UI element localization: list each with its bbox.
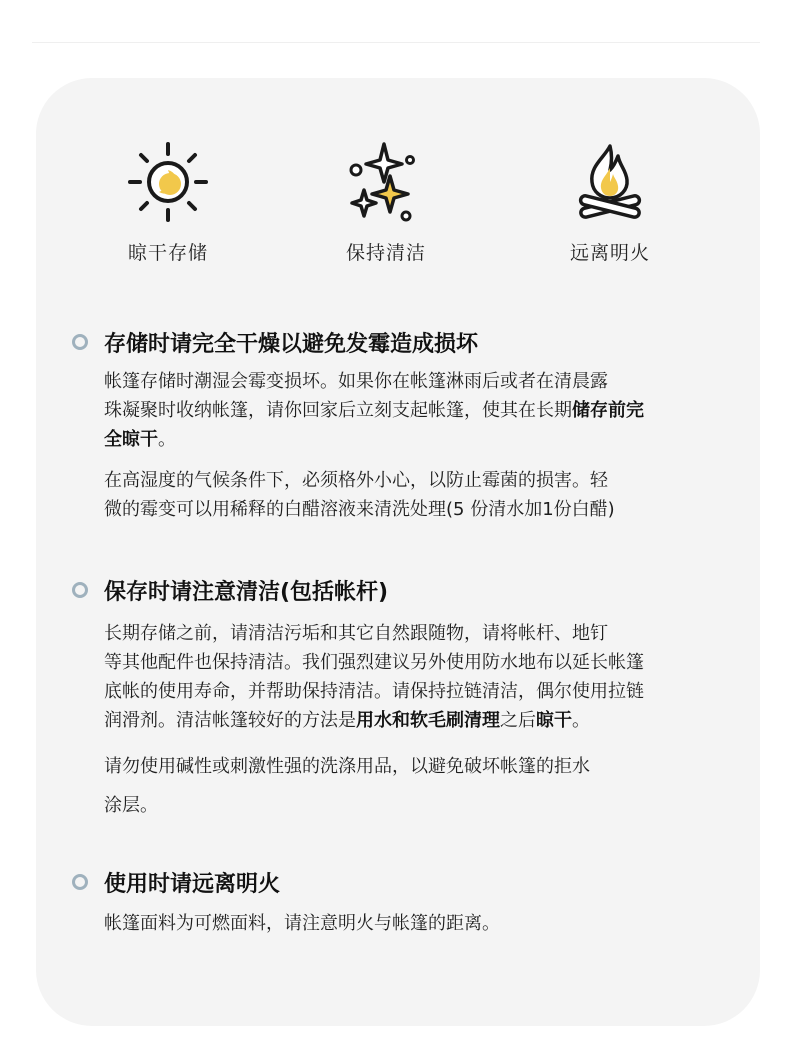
text-line: 长期存储之前，请清洁污垢和其它自然跟随物，请将帐杆、地钉 — [104, 623, 608, 644]
text-line: 帐篷面料为可燃面料，请注意明火与帐篷的距离。 — [104, 913, 500, 934]
text-line: 。 — [572, 710, 590, 731]
text-line: 之后 — [500, 710, 536, 731]
section-title: 使用时请远离明火 — [104, 872, 281, 897]
icon-item-fire — [540, 140, 680, 265]
icon-label-fire: 远离明火 — [569, 242, 650, 264]
sparkle-icon — [344, 140, 428, 224]
section-paragraph — [104, 367, 732, 454]
emphasis-text: 储存前完 — [572, 400, 644, 421]
icon-label-clean: 保持清洁 — [345, 242, 426, 264]
text-line: 。 — [158, 429, 176, 450]
section-paragraph — [104, 619, 732, 735]
care-icons-row — [36, 140, 760, 280]
bullet-icon — [72, 334, 88, 350]
sun-icon — [126, 140, 210, 224]
text-line: 等其他配件也保持清洁。我们强烈建议另外使用防水地布以延长帐篷 — [104, 652, 644, 673]
emphasis-text: 用水和软毛刷清理 — [356, 710, 500, 731]
campfire-icon — [568, 140, 652, 224]
icon-item-clean — [316, 140, 456, 265]
emphasis-text: 全晾干 — [104, 429, 158, 450]
icon-label-dry: 晾干存储 — [127, 242, 208, 264]
text-line: 请勿使用碱性或刺激性强的洗涤用品，以避免破坏帐篷的拒水 — [104, 756, 590, 777]
bullet-icon — [72, 582, 88, 598]
text-line: 润滑剂。清洁帐篷较好的方法是 — [104, 710, 356, 731]
section-title: 保存时请注意清洁(包括帐杆) — [104, 580, 389, 605]
icon-item-dry — [98, 140, 238, 265]
section-header — [72, 327, 732, 359]
text-line: 珠凝聚时收纳帐篷，请你回家后立刻支起帐篷，使其在长期 — [104, 400, 572, 421]
text-line: 帐篷存储时潮湿会霉变损坏。如果你在帐篷淋雨后或者在清晨露 — [104, 371, 608, 392]
bullet-icon — [72, 874, 88, 890]
text-line: 底帐的使用寿命，并帮助保持清洁。请保持拉链清洁，偶尔使用拉链 — [104, 681, 644, 702]
section-paragraph — [104, 909, 732, 938]
text-line: 在高湿度的气候条件下，必须格外小心，以防止霉菌的损害。轻 — [104, 470, 608, 491]
section-keep-clean — [72, 575, 732, 825]
top-divider — [32, 42, 760, 43]
section-no-fire — [72, 867, 732, 938]
section-header — [72, 867, 732, 899]
section-paragraph — [104, 747, 732, 825]
section-title: 存储时请完全干燥以避免发霉造成损坏 — [104, 332, 479, 357]
text-line: 微的霉变可以用稀释的白醋溶液来清洗处理(5 份清水加1份白醋) — [104, 499, 615, 520]
section-paragraph — [104, 466, 732, 524]
section-header — [72, 575, 732, 607]
emphasis-text: 晾干 — [536, 710, 572, 731]
section-dry-storage — [72, 327, 732, 524]
text-line: 涂层。 — [104, 795, 158, 816]
